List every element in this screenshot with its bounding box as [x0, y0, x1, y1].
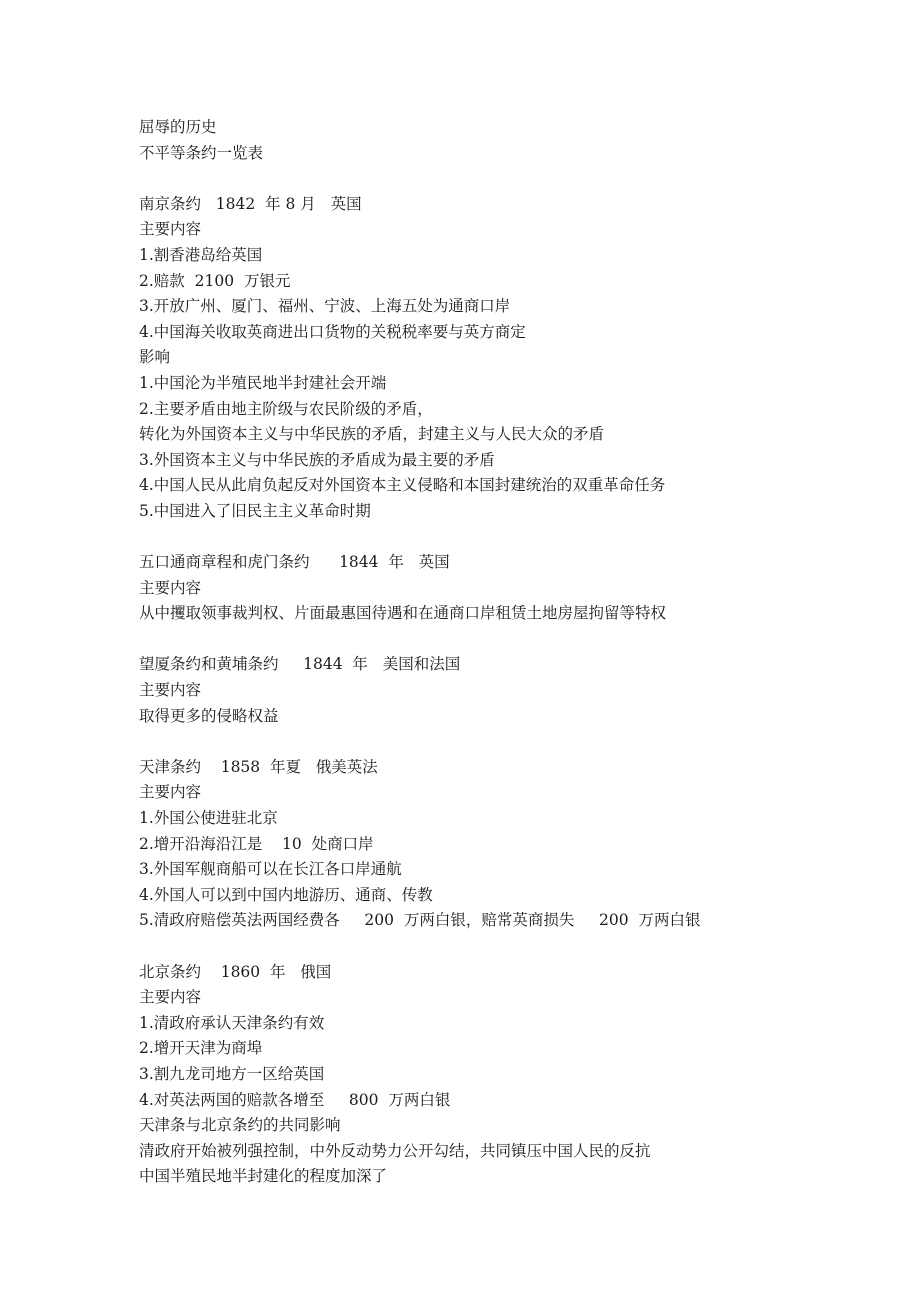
content-item: 2.赔款 2100 万银元 — [139, 271, 291, 290]
treaty-heading: 望厦条约和黄埔条约 1844 年 美国和法国 — [139, 655, 461, 674]
content-item: 3.割九龙司地方一区给英国 — [139, 1064, 325, 1083]
content-label: 主要内容 — [139, 988, 202, 1007]
impact-item: 1.中国沦为半殖民地半封建社会开端 — [139, 373, 387, 392]
treaty-heading: 北京条约 1860 年 俄国 — [139, 962, 332, 981]
content-item: 5.清政府赔偿英法两国经费各 200 万两白银，赔常英商损失 200 万两白银 — [139, 911, 701, 930]
content-item: 2.增开天津为商埠 — [139, 1039, 263, 1058]
content-item: 3.外国军舰商船可以在长江各口岸通航 — [139, 860, 402, 879]
content-item: 1.清政府承认天津条约有效 — [139, 1013, 325, 1032]
treaty-section-beijing — [139, 960, 879, 1190]
spacer — [139, 525, 879, 551]
spacer — [139, 934, 879, 960]
impact-label: 天津条与北京条约的共同影响 — [139, 1116, 341, 1135]
spacer — [139, 627, 879, 653]
treaty-section-humen — [139, 550, 879, 627]
impact-item: 清政府开始被列强控制，中外反动势力公开勾结，共同镇压中国人民的反抗 — [139, 1141, 651, 1160]
impact-item: 4.中国人民从此肩负起反对外国资本主义侵略和本国封建统治的双重革命任务 — [139, 476, 666, 495]
treaty-section-tianjin — [139, 755, 879, 934]
content-item: 从中攫取领事裁判权、片面最惠国待遇和在通商口岸租赁土地房屋拘留等特权 — [139, 604, 667, 623]
spacer — [139, 729, 879, 755]
impact-item: 2.主要矛盾由地主阶级与农民阶级的矛盾， — [139, 399, 433, 418]
treaty-heading: 五口通商章程和虎门条约 1844 年 英国 — [139, 553, 450, 572]
document-title: 屈辱的历史 — [139, 118, 217, 136]
impact-item: 中国半殖民地半封建化的程度加深了 — [139, 1167, 388, 1186]
content-label: 主要内容 — [139, 578, 202, 597]
treaty-heading: 天津条约 1858 年夏 俄美英法 — [139, 757, 378, 776]
content-item: 取得更多的侵略权益 — [139, 706, 279, 725]
treaty-section-wangxia — [139, 652, 879, 729]
document-page — [139, 115, 879, 1190]
content-label: 主要内容 — [139, 681, 202, 700]
treaty-heading: 南京条约 1842 年 8 月 英国 — [139, 194, 362, 213]
content-item: 1.割香港岛给英国 — [139, 245, 263, 264]
impact-item: 5.中国进入了旧民主主义革命时期 — [139, 501, 371, 520]
content-item: 3.开放广州、厦门、福州、宁波、上海五处为通商口岸 — [139, 297, 511, 316]
content-item: 2.增开沿海沿江是 10 处商口岸 — [139, 834, 374, 853]
impact-label: 影响 — [139, 348, 171, 367]
spacer — [139, 166, 879, 192]
document-subtitle: 不平等条约一览表 — [139, 143, 264, 162]
impact-item: 3.外国资本主义与中华民族的矛盾成为最主要的矛盾 — [139, 450, 495, 469]
content-item: 4.对英法两国的赔款各增至 800 万两白银 — [139, 1090, 451, 1109]
content-item: 4.中国海关收取英商进出口货物的关税税率要与英方商定 — [139, 322, 526, 341]
content-item: 4.外国人可以到中国内地游历、通商、传教 — [139, 885, 433, 904]
content-label: 主要内容 — [139, 220, 202, 239]
treaty-section-nanjing — [139, 192, 879, 525]
content-label: 主要内容 — [139, 783, 202, 802]
content-item: 1.外国公使进驻北京 — [139, 809, 278, 828]
impact-item: 转化为外国资本主义与中华民族的矛盾，封建主义与人民大众的矛盾 — [139, 425, 605, 444]
